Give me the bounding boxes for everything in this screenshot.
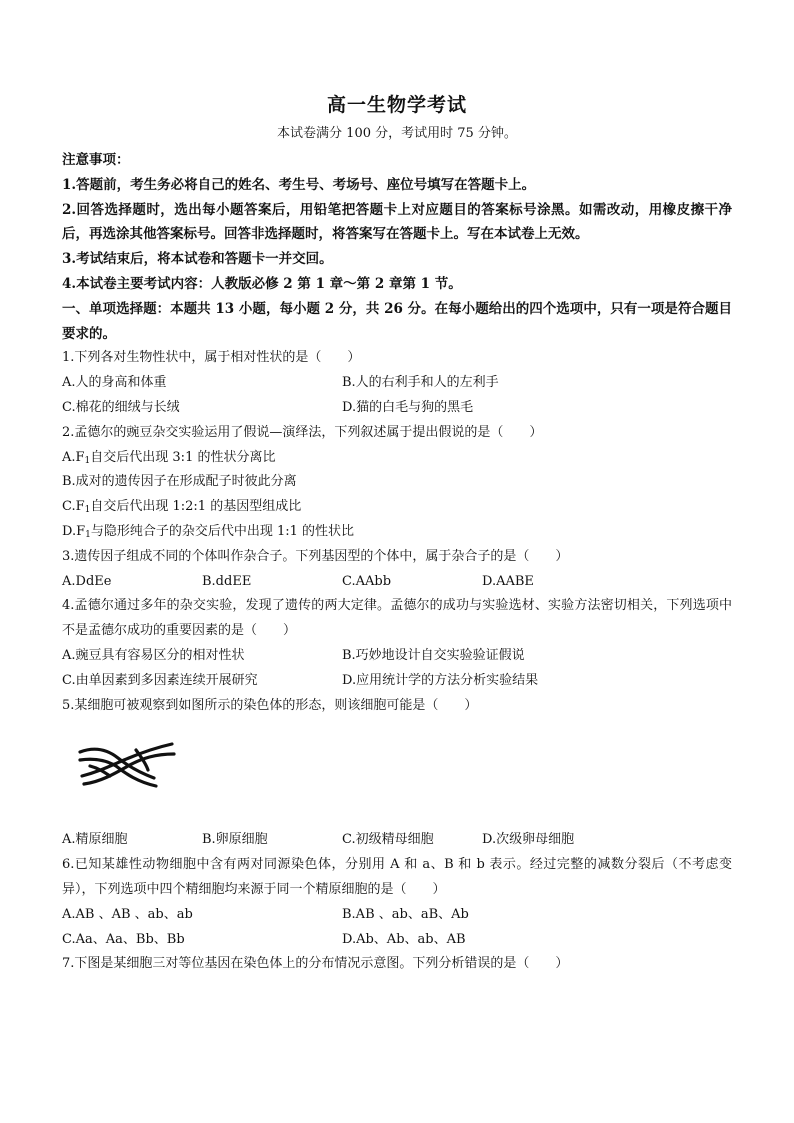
note-item: 2.回答选择题时，选出每小题答案后，用铅笔把答题卡上对应题目的答案标号涂黑。如需改动，用橡皮擦干净后，再选涂其他答案标号。回答非选择题时，将答案写在答题卡上。写在本试卷上无效。 <box>62 201 732 243</box>
exam-page <box>62 92 732 977</box>
note-item: 3.考试结束后，将本试卷和答题卡一并交回。 <box>62 251 333 268</box>
option-row <box>62 396 732 421</box>
option-row <box>62 928 732 953</box>
option-b: B.AB 、ab、aB、Ab <box>342 906 469 922</box>
option-b: B.成对的遗传因子在形成配子时彼此分离 <box>62 474 297 490</box>
option-d: D.AABE <box>482 573 534 589</box>
option-row <box>62 371 732 396</box>
exam-subtitle: 本试卷满分 100 分，考试用时 75 分钟。 <box>277 126 517 141</box>
note-item: 1.答题前，考生务必将自己的姓名、考生号、考场号、座位号填写在答题卡上。 <box>62 176 536 193</box>
option-a: A.DdEe <box>62 573 112 589</box>
option-row <box>62 669 732 694</box>
option-a: A.豌豆具有容易区分的相对性状 <box>62 647 245 663</box>
option-row <box>62 644 732 669</box>
option-a: A.AB 、AB 、ab、ab <box>62 906 193 922</box>
chromosome-image <box>76 736 176 796</box>
option-b: B.ddEE <box>202 573 252 589</box>
option-row <box>62 903 732 928</box>
chromosome-figure <box>62 718 732 828</box>
option-row <box>62 570 732 595</box>
option-d: D.次级卵母细胞 <box>482 832 575 848</box>
question-stem: 2.孟德尔的豌豆杂交实验运用了假说—演绎法，下列叙述属于提出假说的是（ ） <box>62 424 543 440</box>
question-stem: 1.下列各对生物性状中，属于相对性状的是（ ） <box>62 350 361 366</box>
notes-heading: 注意事项： <box>62 152 130 168</box>
section-heading: 一、单项选择题：本题共 13 小题，每小题 2 分，共 26 分。在每小题给出的四个选项中，只有一项是符合题目要求的。 <box>62 300 732 342</box>
question-stem: 4.孟德尔通过多年的杂交实验，发现了遗传的两大定律。孟德尔的成功与实验选材、实验方法密切相关，下列选项中不是孟德尔成功的重要因素的是（ ） <box>62 598 732 639</box>
question-stem: 7.下图是某细胞三对等位基因在染色体上的分布情况示意图。下列分析错误的是（ ） <box>62 956 569 972</box>
option-d: D.应用统计学的方法分析实验结果 <box>342 672 539 688</box>
option-d: D.猫的白毛与狗的黑毛 <box>342 399 474 415</box>
option-b: B.人的右利手和人的左利手 <box>342 375 499 391</box>
option-d: D.Ab、Ab、ab、AB <box>342 931 466 947</box>
option-b: B.巧妙地设计自交实验验证假说 <box>342 647 525 663</box>
note-item: 4.本试卷主要考试内容：人教版必修 2 第 1 章～第 2 章第 1 节。 <box>62 275 462 292</box>
option-a: A.精原细胞 <box>62 832 128 848</box>
option-c: C.AAbb <box>342 573 392 589</box>
option-c: C.初级精母细胞 <box>342 832 434 848</box>
page-title: 高一生物学考试 <box>326 94 467 116</box>
question-stem: 5.某细胞可被观察到如图所示的染色体的形态，则该细胞可能是（ ） <box>62 697 478 713</box>
question-stem: 6.已知某雄性动物细胞中含有两对同源染色体，分别用 A 和 a、B 和 b 表示。经过完整的减数分裂后（不考虑变异），下列选项中四个精细胞均来源于同一个精原细胞的是（ ） <box>62 857 732 897</box>
option-d: $D.F_1$与隐形纯合子的杂交后代中出现 1:1 的性状比 <box>62 523 355 540</box>
question-stem: 3.遗传因子组成不同的个体叫作杂合子。下列基因型的个体中，属于杂合子的是（ ） <box>62 548 569 564</box>
option-row <box>62 828 732 853</box>
option-c: C.由单因素到多因素连续开展研究 <box>62 672 258 688</box>
option-a: $A.F_1$自交后代出现 3:1 的性状分离比 <box>62 449 276 466</box>
option-c: C.棉花的细绒与长绒 <box>62 399 180 415</box>
option-a: A.人的身高和体重 <box>62 375 167 391</box>
option-c: $C.F_1$自交后代出现 1:2:1 的基因型组成比 <box>62 499 302 516</box>
option-c: C.Aa、Aa、Bb、Bb <box>62 931 185 947</box>
option-b: B.卵原细胞 <box>202 832 268 848</box>
